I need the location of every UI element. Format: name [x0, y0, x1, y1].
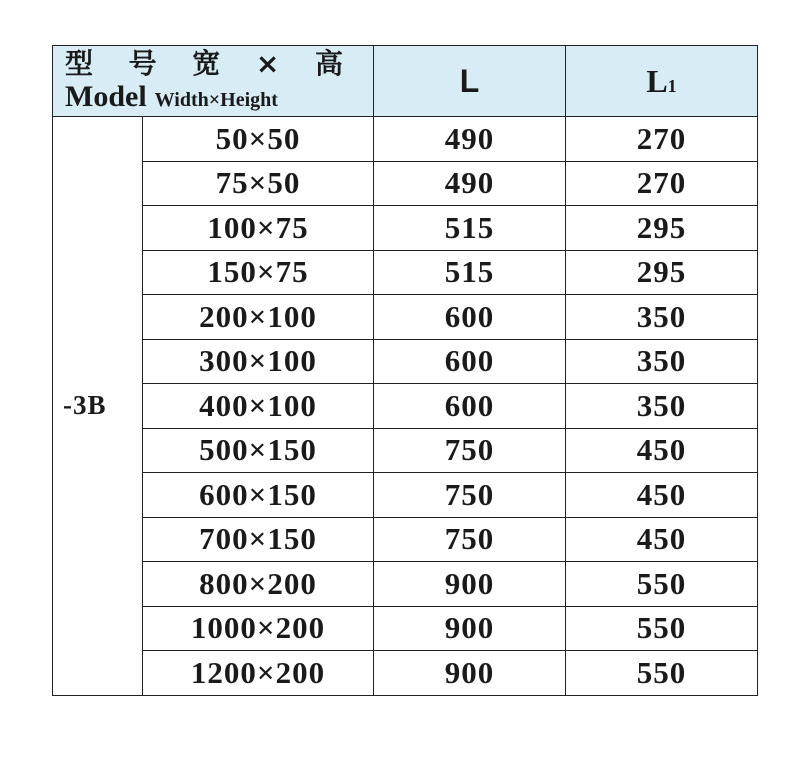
size-cell: 1000×200 [143, 606, 374, 651]
l-cell: 600 [374, 339, 566, 384]
l-cell: 900 [374, 562, 566, 607]
header-english-labels [65, 82, 373, 112]
header-row [53, 46, 758, 117]
header-L1-main: L [646, 62, 668, 99]
table-row [53, 295, 758, 340]
l1-cell: 350 [566, 384, 758, 429]
l-cell: 600 [374, 295, 566, 340]
l1-cell: 450 [566, 517, 758, 562]
size-cell: 150×75 [143, 250, 374, 295]
table-row [53, 339, 758, 384]
size-cell: 800×200 [143, 562, 374, 607]
table-row [53, 428, 758, 473]
header-L1-sub: 1 [667, 75, 677, 96]
l1-cell: 270 [566, 117, 758, 162]
l1-cell: 295 [566, 250, 758, 295]
header-width-cn: 宽 [192, 47, 221, 80]
table-row [53, 250, 758, 295]
table-row [53, 384, 758, 429]
l-cell: 490 [374, 117, 566, 162]
l-cell: 490 [374, 161, 566, 206]
table-body [53, 117, 758, 696]
l-cell: 750 [374, 517, 566, 562]
l1-cell: 550 [566, 651, 758, 696]
header-model-cn: 型 [65, 47, 94, 80]
table-row [53, 161, 758, 206]
table-row [53, 117, 758, 162]
l-cell: 515 [374, 206, 566, 251]
l-cell: 900 [374, 651, 566, 696]
size-cell: 300×100 [143, 339, 374, 384]
l-cell: 600 [374, 384, 566, 429]
l1-cell: 550 [566, 606, 758, 651]
table-row [53, 473, 758, 518]
l1-cell: 270 [566, 161, 758, 206]
l1-cell: 295 [566, 206, 758, 251]
size-cell: 1200×200 [143, 651, 374, 696]
header-L: L [374, 46, 566, 117]
size-cell: 400×100 [143, 384, 374, 429]
l-cell: 750 [374, 428, 566, 473]
size-cell: 700×150 [143, 517, 374, 562]
l-cell: 750 [374, 473, 566, 518]
table-row [53, 517, 758, 562]
dimension-table [52, 45, 758, 696]
dimension-table-container [52, 45, 757, 696]
table-row [53, 606, 758, 651]
header-model-size [53, 46, 374, 117]
table-row [53, 562, 758, 607]
l1-cell: 350 [566, 295, 758, 340]
header-model-en: Model [65, 80, 147, 113]
table-row [53, 206, 758, 251]
model-cell: -3B [53, 117, 143, 696]
l-cell: 900 [374, 606, 566, 651]
size-cell: 50×50 [143, 117, 374, 162]
l1-cell: 450 [566, 473, 758, 518]
table-row [53, 651, 758, 696]
size-cell: 500×150 [143, 428, 374, 473]
size-cell: 600×150 [143, 473, 374, 518]
l-cell: 515 [374, 250, 566, 295]
l1-cell: 350 [566, 339, 758, 384]
size-cell: 100×75 [143, 206, 374, 251]
l1-cell: 450 [566, 428, 758, 473]
header-L1 [566, 46, 758, 117]
header-height-cn: 高 [314, 47, 343, 80]
header-hao-cn: 号 [128, 47, 157, 80]
size-cell: 200×100 [143, 295, 374, 340]
size-cell: 75×50 [143, 161, 374, 206]
header-times-cn: × [255, 47, 280, 80]
l1-cell: 550 [566, 562, 758, 607]
header-dims-en: Width×Height [154, 89, 278, 111]
header-chinese-labels [65, 47, 343, 80]
